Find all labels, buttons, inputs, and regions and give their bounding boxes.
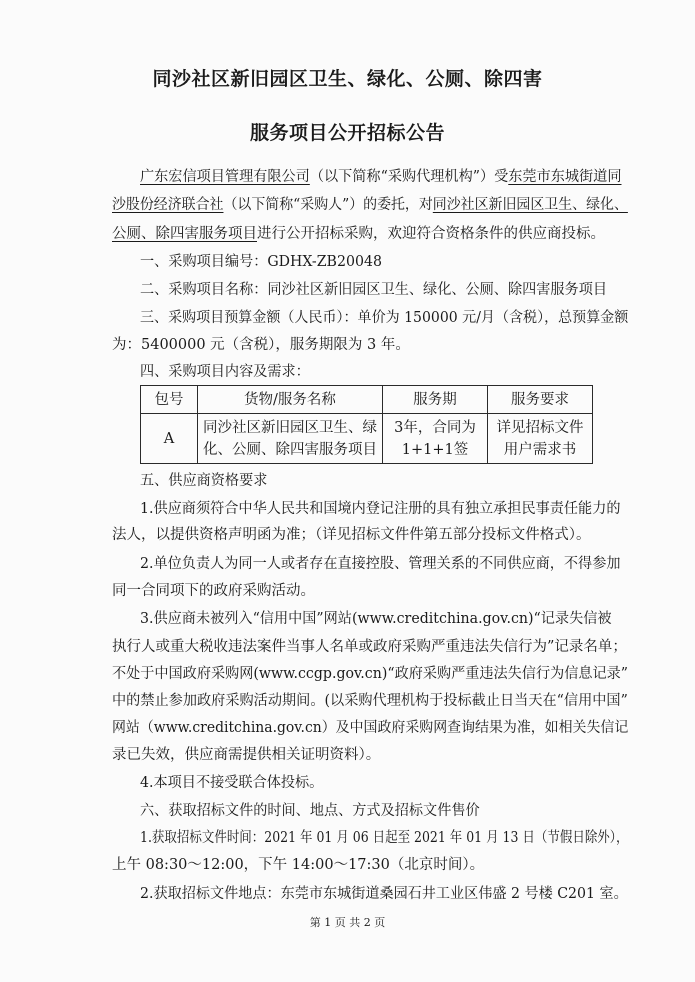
project-name-a: 同沙社区新旧园区卫生、绿化、 [432, 197, 628, 213]
cell-req-line-a: 详见招标文件 [496, 419, 584, 436]
item-3-line-b: 为：5400000 元（含税），服务期限为 3 年。 [112, 337, 410, 353]
intro-text-3: 进行公开招标采购，欢迎符合资格条件的供应商投标。 [257, 226, 605, 242]
qualification-3-f: 录已失效，供应商需提供相关证明资料）。 [112, 747, 381, 763]
acquire-1-b: 上午 08:30～12:00，下午 14:00～17:30（北京时间）。 [112, 857, 485, 873]
cell-period-line-b: 1+1+1签 [401, 441, 469, 458]
title-line-2: 服务项目公开招标公告 [249, 122, 445, 144]
qualification-1-b: 法人，以提供资格声明函为准；（详见招标文件件第五部分投标文件格式）。 [112, 527, 591, 543]
acquire-2: 2.获取招标文件地点：东莞市东城街道桑园石井工业区伟盛 2 号楼 C201 室。 [140, 886, 628, 902]
project-name-b: 公厕、除四害服务项目 [112, 226, 257, 242]
intro-line-3 [112, 222, 612, 247]
qualification-3-b: 执行人或重大税收违法案件当事人名单或政府采购严重违法失信行为”记录名单； [112, 639, 627, 655]
cell-package: A [141, 414, 198, 464]
cell-service-name-line-a: 同沙社区新旧园区卫生、绿 [203, 419, 377, 436]
cell-period-line-a: 3年，合同为 [394, 419, 476, 436]
qualification-3-e: 网站（www.creditchina.gov.cn）及中国政府采购网查询结果为准，如相关失信记 [112, 720, 629, 736]
qualification-3-a: 3.供应商未被列入“信用中国”网站(www.creditchina.gov.cn)“记录失信被 [140, 611, 612, 627]
qualification-2-a: 2.单位负责人为同一人或者存在直接控股、管理关系的不同供应商，不得参加 [140, 556, 621, 572]
table-row [141, 414, 593, 464]
intro-line-1 [140, 165, 628, 190]
intro-text-1: （以下简称“采购代理机构”）受 [309, 169, 509, 185]
qualification-heading: 五、供应商资格要求 [140, 473, 268, 489]
intro-text-2: （以下简称“采购人”）的委托，对 [223, 197, 433, 213]
header-service-name: 货物/服务名称 [198, 386, 383, 414]
page-number: 第 1 页 共 2 页 [309, 916, 386, 929]
title-line-1: 同沙社区新旧园区卫生、绿化、公厕、除四害 [152, 68, 543, 90]
qualification-4: 4.本项目不接受联合体投标。 [140, 775, 324, 791]
cell-req-line-b: 用户需求书 [503, 441, 577, 458]
header-service-requirement: 服务要求 [488, 386, 593, 414]
acquire-heading: 六、获取招标文件的时间、地点、方式及招标文件售价 [140, 803, 480, 819]
qualification-2-b: 同一合同项下的政府采购活动。 [112, 583, 315, 599]
requirements-table [140, 385, 593, 464]
purchaser-name-a: 东莞市东城街道同 [508, 169, 622, 185]
cell-service-requirement [488, 414, 593, 464]
header-service-period: 服务期 [383, 386, 488, 414]
cell-service-name [198, 414, 383, 464]
item-3-line-a: 三、采购项目预算金额（人民币）：单价为 150000 元/月（含税），总预算金额 [140, 310, 629, 326]
purchaser-name-b: 沙股份经济联合社 [112, 197, 224, 213]
item-1: 一、采购项目编号：GDHX-ZB20048 [140, 254, 382, 270]
acquire-1-a: 1.获取招标文件时间：2021 年 01 月 06 日起至 2021 年 01 月 13 日（节假日除外）， [140, 830, 629, 846]
item-4: 四、采购项目内容及需求： [140, 364, 310, 380]
cell-service-name-line-b: 化、公厕、除四害服务项目 [203, 441, 377, 458]
intro-line-2 [112, 193, 628, 218]
item-2: 二、采购项目名称：同沙社区新旧园区卫生、绿化、公厕、除四害服务项目 [140, 282, 608, 298]
qualification-1-a: 1.供应商须符合中华人民共和国境内登记注册的具有独立承担民事责任能力的 [140, 501, 621, 517]
table-header-row [141, 386, 593, 414]
header-package: 包号 [141, 386, 198, 414]
qualification-3-c: 不处于中国政府采购网(www.ccgp.gov.cn)“政府采购严重违法失信行为信息记录” [112, 666, 629, 682]
cell-service-period [383, 414, 488, 464]
agency-name: 广东宏信项目管理有限公司 [140, 169, 310, 185]
qualification-3-d: 中的禁止参加政府采购活动期间。(以采购代理机构于投标截止日当天在“信用中国” [112, 693, 628, 709]
